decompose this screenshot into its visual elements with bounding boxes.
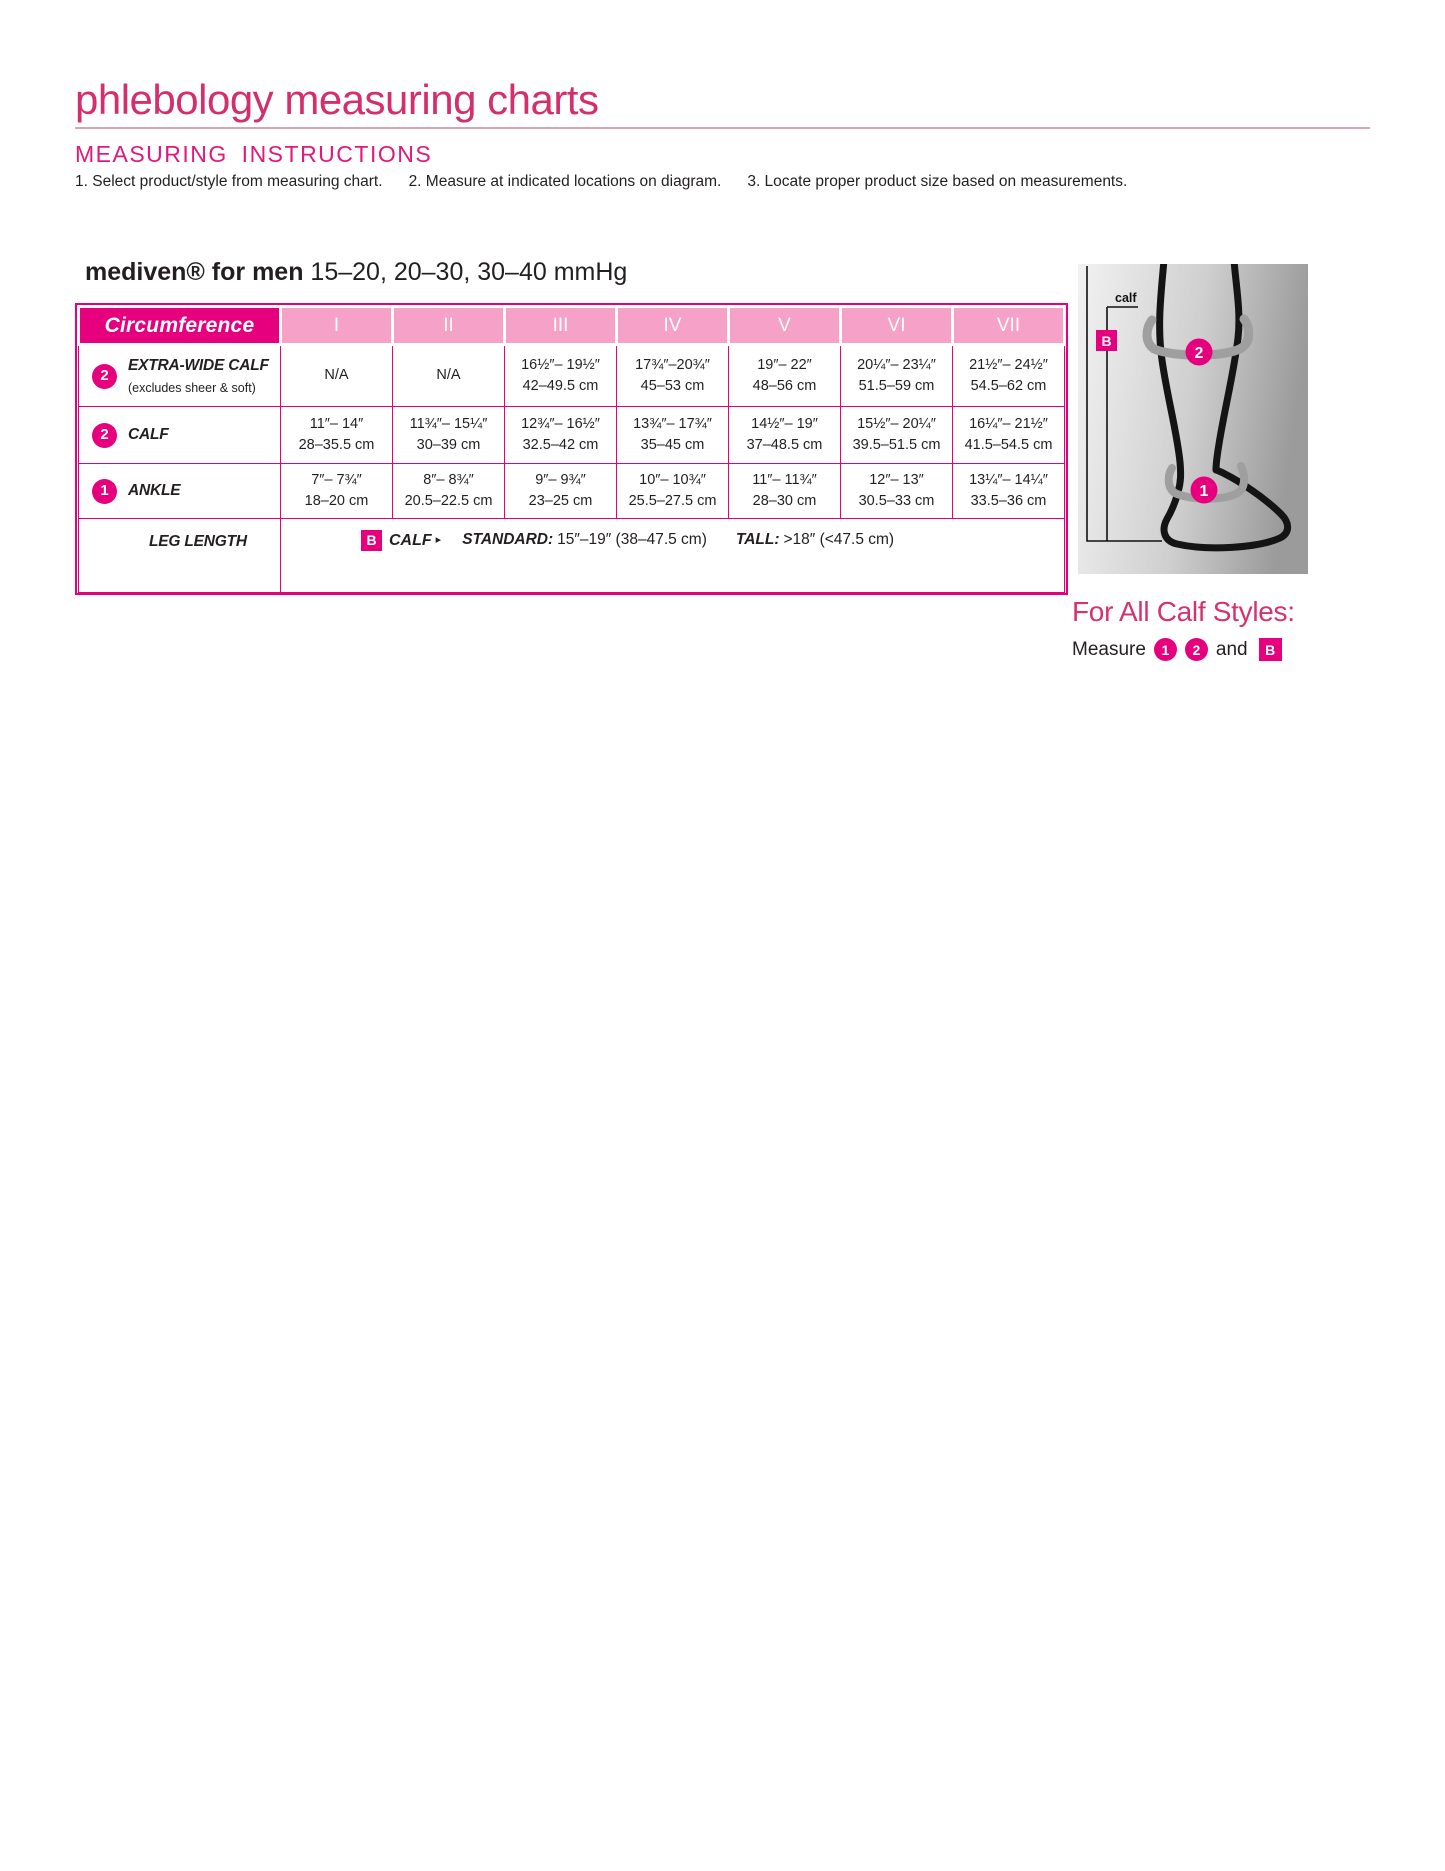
calf-label: calf	[1115, 291, 1137, 305]
row-label: CALF	[128, 425, 169, 443]
row-label-cell	[79, 345, 281, 407]
row-label-cell	[79, 519, 281, 593]
pressure-range: 15–20, 20–30, 30–40 mmHg	[303, 258, 628, 286]
arrow-right-icon: ▸	[435, 533, 442, 546]
cell: 11″– 14″ 28–35.5 cm	[281, 407, 393, 464]
row-label: LEG LENGTH	[149, 533, 247, 550]
instruction-step-1: 1. Select product/style from measuring chart.	[75, 173, 383, 190]
b-badge-label: B	[1101, 333, 1112, 349]
cell: 12¾″– 16½″ 32.5–42 cm	[505, 407, 617, 464]
row-sublabel: (excludes sheer & soft)	[128, 380, 256, 395]
cell: 16½″– 19½″ 42–49.5 cm	[505, 345, 617, 407]
title-rule	[75, 127, 1370, 129]
measure-instruction-line	[1072, 638, 1282, 661]
measure-point-1-badge: 1	[92, 479, 117, 504]
table-row-calf	[79, 407, 1065, 464]
page-title: phlebology measuring charts	[75, 76, 599, 123]
measure-point-2-badge: 2	[92, 364, 117, 389]
cell: 20¼″– 23¼″ 51.5–59 cm	[841, 345, 953, 407]
tall-label: TALL:	[735, 531, 780, 549]
cell: N/A	[393, 345, 505, 407]
measure-b-badge: B	[1259, 638, 1282, 661]
cell: 16¼″– 21½″ 41.5–54.5 cm	[953, 407, 1065, 464]
tall-value: >18″ (<47.5 cm)	[783, 531, 895, 549]
cell: N/A	[281, 345, 393, 407]
cell: 15½″– 20¼″ 39.5–51.5 cm	[841, 407, 953, 464]
measure-b-badge: B	[361, 530, 382, 551]
cell: 14½″– 19″ 37–48.5 cm	[729, 407, 841, 464]
cell: 11¾″– 15¼″ 30–39 cm	[393, 407, 505, 464]
calf-styles-heading: For All Calf Styles:	[1072, 596, 1295, 627]
table-header-row	[79, 307, 1065, 345]
size-col-VII: VII	[953, 307, 1065, 345]
measure-point-1-badge: 1	[1154, 638, 1177, 661]
cell: 10″– 10¾″ 25.5–27.5 cm	[617, 464, 729, 519]
cell: 17¾″–20¾″ 45–53 cm	[617, 345, 729, 407]
size-col-V: V	[729, 307, 841, 345]
table-row-ankle	[79, 464, 1065, 519]
standard-value: 15″–19″ (38–47.5 cm)	[557, 531, 707, 549]
ankle-band-badge-label: 1	[1199, 483, 1209, 500]
measure-text: Measure	[1072, 638, 1146, 660]
product-name: mediven® for men	[85, 258, 304, 286]
and-text: and	[1215, 638, 1248, 660]
instruction-step-2: 2. Measure at indicated locations on diagram.	[408, 173, 722, 190]
measuring-instructions	[75, 173, 1127, 191]
row-label-cell	[79, 407, 281, 464]
sizing-table	[75, 303, 1068, 595]
measure-point-2-badge: 2	[1185, 638, 1208, 661]
circumference-header: Circumference	[79, 307, 281, 345]
cell: 21½″– 24½″ 54.5–62 cm	[953, 345, 1065, 407]
leg-length-cell	[281, 519, 1065, 593]
table-row-extra-wide-calf	[79, 345, 1065, 407]
section-title: MEASURING INSTRUCTIONS	[75, 141, 433, 167]
size-col-III: III	[505, 307, 617, 345]
size-col-IV: IV	[617, 307, 729, 345]
cell: 13¾″– 17¾″ 35–45 cm	[617, 407, 729, 464]
cell: 11″– 11¾″ 28–30 cm	[729, 464, 841, 519]
cell: 7″– 7¾″ 18–20 cm	[281, 464, 393, 519]
cell: 13¼″– 14¼″ 33.5–36 cm	[953, 464, 1065, 519]
cell: 19″– 22″ 48–56 cm	[729, 345, 841, 407]
table-row-leg-length	[79, 519, 1065, 593]
row-label: ANKLE	[128, 481, 181, 499]
size-col-I: I	[281, 307, 393, 345]
measure-point-2-badge: 2	[92, 423, 117, 448]
size-col-II: II	[393, 307, 505, 345]
chart-heading	[85, 258, 627, 287]
cell: 12″– 13″ 30.5–33 cm	[841, 464, 953, 519]
leg-measurement-diagram	[1078, 264, 1308, 574]
calf-band-badge-label: 2	[1194, 345, 1204, 362]
row-label-cell	[79, 464, 281, 519]
instruction-step-3: 3. Locate proper product size based on measurements.	[747, 173, 1128, 190]
size-col-VI: VI	[841, 307, 953, 345]
diagram-background	[1078, 264, 1308, 574]
cell: 8″– 8¾″ 20.5–22.5 cm	[393, 464, 505, 519]
leg-style-label: CALF	[389, 532, 432, 549]
leg-diagram-svg	[1078, 264, 1308, 574]
row-label: EXTRA-WIDE CALF	[128, 357, 269, 375]
cell: 9″– 9¾″ 23–25 cm	[505, 464, 617, 519]
standard-label: STANDARD:	[462, 531, 554, 549]
